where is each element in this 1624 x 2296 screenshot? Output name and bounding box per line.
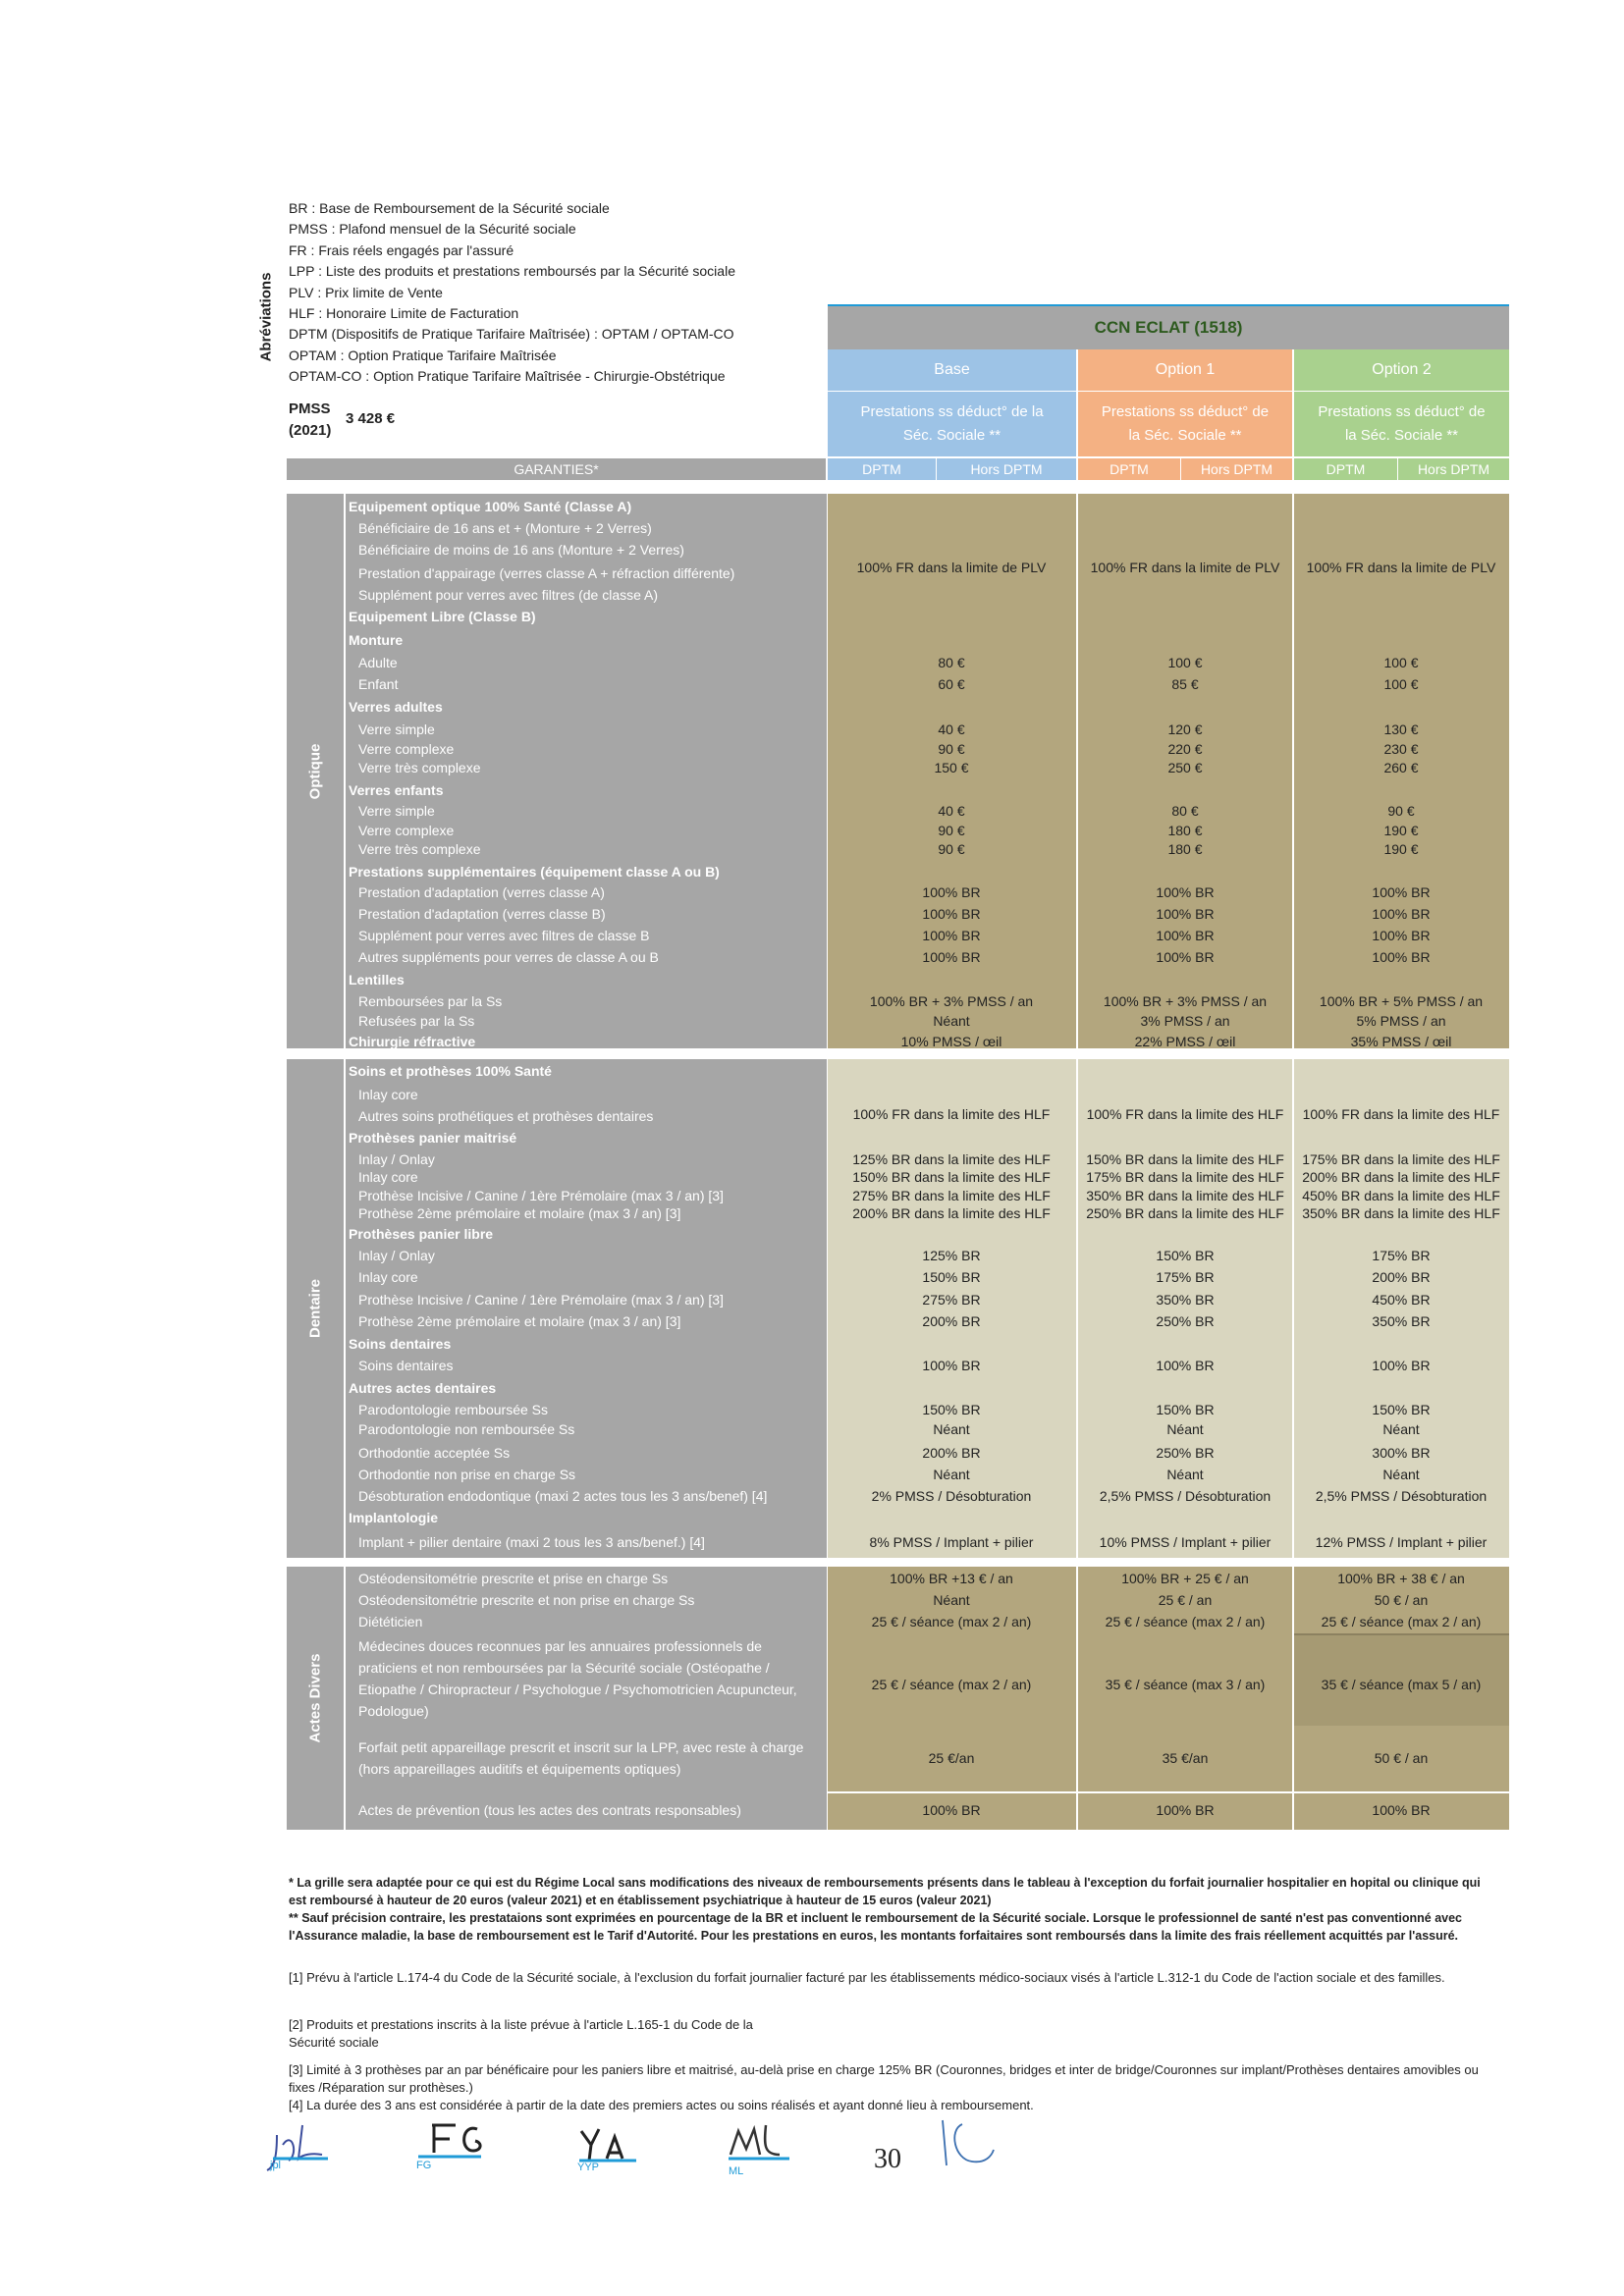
row-value-option2: 350% BR bbox=[1372, 1313, 1431, 1329]
row-value-option2: 2,5% PMSS / Désobturation bbox=[1315, 1488, 1488, 1504]
section-divers-side: Actes Divers bbox=[287, 1567, 344, 1830]
signature-fg bbox=[412, 2115, 501, 2184]
row-value-base: 90 € bbox=[938, 823, 965, 838]
row-value-option2: 100% BR bbox=[1372, 1802, 1431, 1818]
row-value-option2: 100 € bbox=[1383, 676, 1419, 692]
row-value-option1: 100% BR bbox=[1156, 1802, 1215, 1818]
row-value-base: 90 € bbox=[938, 741, 965, 757]
row-value-option1: 180 € bbox=[1167, 841, 1203, 857]
abbreviation-item: PLV : Prix limite de Vente bbox=[289, 284, 443, 300]
signature-jpl bbox=[263, 2115, 352, 2184]
row-label: Bénéficiaire de moins de 16 ans (Monture + 2 Verres) bbox=[358, 542, 684, 558]
row-label: Inlay / Onlay bbox=[358, 1151, 435, 1167]
row-value-option2: 300% BR bbox=[1372, 1445, 1431, 1461]
row-value-option2: 100% FR dans la limite des HLF bbox=[1302, 1106, 1500, 1122]
row-value-base: 25 €/an bbox=[928, 1750, 975, 1766]
row-label: Verre simple bbox=[358, 721, 435, 737]
row-value-option2: 100% BR + 38 € / an bbox=[1337, 1571, 1465, 1586]
row-label: Soins dentaires bbox=[358, 1358, 454, 1373]
garanties-header: GARANTIES* bbox=[287, 458, 826, 480]
abbreviation-item: HLF : Honoraire Limite de Facturation bbox=[289, 305, 519, 322]
row-value-base: 8% PMSS / Implant + pilier bbox=[869, 1534, 1034, 1550]
dentaire-col-option1 bbox=[1078, 1059, 1292, 1558]
signature-initials-jpl: jpl bbox=[270, 2160, 282, 2171]
dentaire-col-option2 bbox=[1294, 1059, 1509, 1558]
row-value-option2: 175% BR dans la limite des HLF bbox=[1302, 1151, 1500, 1167]
row-label: Parodontologie remboursée Ss bbox=[358, 1402, 549, 1417]
footnote-2a: [2] Produits et prestations inscrits à la liste prévue à l'article L.165-1 du Code de la bbox=[289, 2017, 753, 2032]
abbreviation-item: PMSS : Plafond mensuel de la Sécurité sociale bbox=[289, 221, 576, 238]
row-value-option1: 100% BR bbox=[1156, 906, 1215, 922]
row-value-option1: 100 € bbox=[1167, 655, 1203, 670]
divers-divider bbox=[828, 1791, 1509, 1793]
row-label: Verre simple bbox=[358, 803, 435, 819]
row-value-base: 100% FR dans la limite de PLV bbox=[856, 560, 1047, 575]
row-label: Supplément pour verres avec filtres (de classe A) bbox=[358, 587, 659, 603]
section-dentaire-side: Dentaire bbox=[287, 1059, 344, 1558]
row-value-option1: 250% BR dans la limite des HLF bbox=[1086, 1205, 1284, 1221]
row-value-base: Néant bbox=[933, 1013, 970, 1029]
row-value-option1: Néant bbox=[1166, 1421, 1204, 1437]
row-value-option2: 175% BR bbox=[1372, 1248, 1431, 1263]
row-label: Enfant bbox=[358, 676, 399, 692]
row-value-base: 100% BR bbox=[922, 928, 981, 943]
row-label: Verre très complexe bbox=[358, 841, 481, 857]
row-value-base: 275% BR bbox=[922, 1292, 981, 1308]
pmss-label: PMSS (2021) bbox=[289, 400, 332, 439]
row-value-option1: 100% BR + 3% PMSS / an bbox=[1103, 993, 1268, 1009]
row-value-option1: 80 € bbox=[1171, 803, 1199, 819]
footnote-star2: ** Sauf précision contraire, les prestataions sont exprimées en pourcentage de la BR et incluent le remboursement de la Sécurité sociale. Lorsque le professionnel de santé n'est pas conventionné avec l'Assurance maladie, la base de remboursement est le Tarif d'Autorité. Pour les prestations en euros, les montants forfaitaires sont remboursés dans la limite des frais réellement acquittés par l'assuré. bbox=[289, 1911, 1463, 1943]
row-value-option2: Néant bbox=[1382, 1421, 1420, 1437]
row-value-option1: 350% BR dans la limite des HLF bbox=[1086, 1188, 1284, 1203]
row-value-option2: 100% FR dans la limite de PLV bbox=[1306, 560, 1496, 575]
row-label: Monture bbox=[349, 632, 404, 648]
footnote-1: [1] Prévu à l'article L.174-4 du Code de la Sécurité sociale, à l'exclusion du forfait journalier facturé par les établissements médico-sociaux visés à l'article L.312-1 du Code de l'action sociale et des familles. bbox=[289, 1970, 1445, 1985]
row-label: Désobturation endodontique (maxi 2 actes tous les 3 ans/benef) [4] bbox=[358, 1488, 768, 1504]
hors-dptm-header: Hors DPTM bbox=[1398, 458, 1509, 480]
row-value-base: 125% BR bbox=[922, 1248, 981, 1263]
row-value-base: 2% PMSS / Désobturation bbox=[871, 1488, 1032, 1504]
row-label: Ostéodensitométrie prescrite et non prise en charge Ss bbox=[358, 1592, 695, 1608]
row-value-option2: 90 € bbox=[1387, 803, 1415, 819]
row-label: Lentilles bbox=[349, 972, 405, 988]
row-value-option1: 2,5% PMSS / Désobturation bbox=[1099, 1488, 1272, 1504]
signature-initials-fg: FG bbox=[416, 2160, 432, 2171]
signature-initials-yyp: YYP bbox=[577, 2162, 600, 2173]
row-value-option1: 85 € bbox=[1171, 676, 1199, 692]
row-value-option1: 120 € bbox=[1167, 721, 1203, 737]
row-value-option1: 35 €/an bbox=[1162, 1750, 1209, 1766]
row-value-option2: 190 € bbox=[1383, 841, 1419, 857]
row-value-option1: 35 € / séance (max 3 / an) bbox=[1105, 1677, 1266, 1692]
pmss-value: 3 428 € bbox=[346, 410, 396, 427]
plan-subheader-base: Prestations ss déduct° de la Séc. Sociale ** bbox=[828, 392, 1076, 456]
dentaire-col-base bbox=[828, 1059, 1076, 1558]
row-label: Prestation d'adaptation (verres classe A) bbox=[358, 884, 605, 900]
row-value-option2: Néant bbox=[1382, 1467, 1420, 1482]
row-value-option2: 450% BR bbox=[1372, 1292, 1431, 1308]
row-value-base: 100% BR bbox=[922, 906, 981, 922]
row-label: Orthodontie non prise en charge Ss bbox=[358, 1467, 576, 1482]
footnote-star1: * La grille sera adaptée pour ce qui est du Régime Local sans modifications des niveaux de remboursements présents dans le tableau à l'exception du forfait journalier hospitalier en hopital ou clinique qui est remboursé à hauteur de 20 euros (valeur 2021) et en établissement psychiatrique à hauteur de 15 euros (valeur 2021) bbox=[289, 1876, 1481, 1907]
abbreviation-item: OPTAM-CO : Option Pratique Tarifaire Maîtrisée - Chirurgie-Obstétrique bbox=[289, 368, 726, 385]
row-value-base: 25 € / séance (max 2 / an) bbox=[871, 1677, 1032, 1692]
row-value-option2: 200% BR dans la limite des HLF bbox=[1302, 1169, 1500, 1185]
row-value-base: 100% BR bbox=[922, 884, 981, 900]
footnote-3: [3] Limité à 3 prothèses par an par bénéficaire pour les paniers libre et maitrisé, au-delà prise en charge 125% BR (Couronnes, bridges et inter de bridge/Couronnes sur implant/Prothèses dentaires amovibles ou fixes /Réparation sur prothèses.) bbox=[289, 2062, 1479, 2095]
row-label: Prothèse Incisive / Canine / 1ère Prémolaire (max 3 / an) [3] bbox=[358, 1188, 724, 1203]
row-value-base: 200% BR bbox=[922, 1313, 981, 1329]
row-label: Parodontologie non remboursée Ss bbox=[358, 1421, 575, 1437]
row-value-option1: 150% BR dans la limite des HLF bbox=[1086, 1151, 1284, 1167]
row-value-option2: 5% PMSS / an bbox=[1356, 1013, 1446, 1029]
row-label: Chirurgie réfractive bbox=[349, 1034, 476, 1049]
row-value-option2: 100% BR + 5% PMSS / an bbox=[1319, 993, 1484, 1009]
row-label: Soins dentaires bbox=[349, 1336, 452, 1352]
row-value-option2: 230 € bbox=[1383, 741, 1419, 757]
row-label: Inlay core bbox=[358, 1087, 418, 1102]
row-value-base: 100% BR bbox=[922, 1802, 981, 1818]
row-value-base: 40 € bbox=[938, 803, 965, 819]
row-value-base: 100% BR bbox=[922, 949, 981, 965]
row-value-option1: 100% FR dans la limite des HLF bbox=[1086, 1106, 1284, 1122]
row-value-base: Néant bbox=[933, 1421, 970, 1437]
row-value-option2: 25 € / séance (max 2 / an) bbox=[1321, 1614, 1482, 1629]
row-value-option2: 12% PMSS / Implant + pilier bbox=[1315, 1534, 1488, 1550]
row-value-base: Néant bbox=[933, 1467, 970, 1482]
row-value-base: 275% BR dans la limite des HLF bbox=[852, 1188, 1051, 1203]
row-value-option2: 130 € bbox=[1383, 721, 1419, 737]
row-value-base: 100% BR bbox=[922, 1358, 981, 1373]
abbreviation-item: LPP : Liste des produits et prestations remboursés par la Sécurité sociale bbox=[289, 263, 735, 280]
row-value-option1: 100% BR bbox=[1156, 1358, 1215, 1373]
row-value-option1: 100% BR bbox=[1156, 949, 1215, 965]
row-label: Inlay core bbox=[358, 1269, 418, 1285]
row-value-option2: 50 € / an bbox=[1374, 1592, 1429, 1608]
row-value-base: 100% BR +13 € / an bbox=[890, 1571, 1013, 1586]
row-value-option1: 175% BR bbox=[1156, 1269, 1215, 1285]
abbreviation-item: DPTM (Dispositifs de Pratique Tarifaire Maîtrisée) : OPTAM / OPTAM-CO bbox=[289, 326, 734, 343]
row-label: Prothèse 2ème prémolaire et molaire (max 3 / an) [3] bbox=[358, 1313, 681, 1329]
abbreviation-item: BR : Base de Remboursement de la Sécurité sociale bbox=[289, 200, 610, 216]
row-label: Orthodontie acceptée Ss bbox=[358, 1445, 511, 1461]
row-label: Autres actes dentaires bbox=[349, 1380, 497, 1396]
row-value-option1: 150% BR bbox=[1156, 1402, 1215, 1417]
row-value-option2: 260 € bbox=[1383, 760, 1419, 775]
row-value-base: 60 € bbox=[938, 676, 965, 692]
row-label: Prestation d'appairage (verres classe A + réfraction différente) bbox=[358, 565, 735, 581]
row-value-option2: 150% BR bbox=[1372, 1402, 1431, 1417]
dptm-header: DPTM bbox=[828, 458, 937, 480]
row-value-base: 200% BR dans la limite des HLF bbox=[852, 1205, 1051, 1221]
plan-subheader-option2: Prestations ss déduct° de la Séc. Sociale ** bbox=[1294, 392, 1509, 456]
abbreviations-list bbox=[289, 198, 839, 388]
footnote-4: [4] La durée des 3 ans est considérée à partir de la date des premiers actes ou soins réalisés et ayant donné lieu à remboursement. bbox=[289, 2098, 1034, 2112]
row-value-option2: 100% BR bbox=[1372, 928, 1431, 943]
row-label: Refusées par la Ss bbox=[358, 1013, 475, 1029]
row-label: Ostéodensitométrie prescrite et prise en charge Ss bbox=[358, 1571, 669, 1586]
row-value-option2: 35 € / séance (max 5 / an) bbox=[1321, 1677, 1482, 1692]
abbreviation-item: OPTAM : Option Pratique Tarifaire Maîtrisée bbox=[289, 347, 557, 363]
row-value-option2: 350% BR dans la limite des HLF bbox=[1302, 1205, 1500, 1221]
row-value-option2: 450% BR dans la limite des HLF bbox=[1302, 1188, 1500, 1203]
row-value-base: 100% FR dans la limite des HLF bbox=[852, 1106, 1051, 1122]
row-value-option1: 22% PMSS / œil bbox=[1134, 1034, 1236, 1049]
row-label: Prestation d'adaptation (verres classe B) bbox=[358, 906, 606, 922]
row-value-option2: 200% BR bbox=[1372, 1269, 1431, 1285]
row-label: Autres soins prothétiques et prothèses dentaires bbox=[358, 1108, 654, 1124]
row-label: Supplément pour verres avec filtres de classe B bbox=[358, 928, 650, 943]
row-label: Implantologie bbox=[349, 1510, 438, 1525]
signature-final bbox=[933, 2110, 1011, 2179]
row-value-option2: 100% BR bbox=[1372, 884, 1431, 900]
page-number-handwritten: 30 bbox=[874, 2144, 901, 2174]
row-value-base: 150% BR bbox=[922, 1269, 981, 1285]
row-value-option1: 150% BR bbox=[1156, 1248, 1215, 1263]
row-value-option1: 3% PMSS / an bbox=[1140, 1013, 1230, 1029]
row-label: Implant + pilier dentaire (maxi 2 tous les 3 ans/benef.) [4] bbox=[358, 1534, 705, 1550]
row-value-option1: 350% BR bbox=[1156, 1292, 1215, 1308]
row-value-base: 150% BR dans la limite des HLF bbox=[852, 1169, 1051, 1185]
table-title: CCN ECLAT (1518) bbox=[828, 304, 1509, 349]
row-label: Inlay core bbox=[358, 1169, 418, 1185]
row-label: Adulte bbox=[358, 655, 398, 670]
row-value-base: 200% BR bbox=[922, 1445, 981, 1461]
row-value-base: 150% BR bbox=[922, 1402, 981, 1417]
row-label: Equipement optique 100% Santé (Classe A) bbox=[349, 499, 632, 514]
row-value-base: 150 € bbox=[934, 760, 969, 775]
row-label: Forfait petit appareillage prescrit et inscrit sur la LPP, avec reste à charge (hors appareillages auditifs et équipements optiques) bbox=[358, 1739, 804, 1777]
row-label: Médecines douces reconnues par les annuaires professionnels de praticiens et non remboursées par la Sécurité sociale (Ostéopathe / Etiopathe / Chiropracteur / Psychologue / Psychomotricien Acupuncteur, Podologue) bbox=[358, 1638, 797, 1719]
row-label: Prothèses panier maitrisé bbox=[349, 1130, 517, 1146]
row-value-option1: 100% FR dans la limite de PLV bbox=[1090, 560, 1280, 575]
row-value-option2: 100% BR bbox=[1372, 949, 1431, 965]
row-value-option1: Néant bbox=[1166, 1467, 1204, 1482]
plan-header-option2: Option 2 bbox=[1294, 349, 1509, 391]
row-value-base: 90 € bbox=[938, 841, 965, 857]
row-label: Verre très complexe bbox=[358, 760, 481, 775]
row-value-option2: 100% BR bbox=[1372, 1358, 1431, 1373]
row-value-option2: 190 € bbox=[1383, 823, 1419, 838]
row-value-option1: 250 € bbox=[1167, 760, 1203, 775]
row-value-base: 100% BR + 3% PMSS / an bbox=[869, 993, 1034, 1009]
hors-dptm-header: Hors DPTM bbox=[937, 458, 1076, 480]
row-value-option1: 100% BR bbox=[1156, 884, 1215, 900]
abbreviations-side-label: Abréviations bbox=[257, 272, 275, 362]
row-value-option1: 10% PMSS / Implant + pilier bbox=[1099, 1534, 1272, 1550]
row-label: Soins et prothèses 100% Santé bbox=[349, 1063, 552, 1079]
row-value-option1: 25 € / séance (max 2 / an) bbox=[1105, 1614, 1266, 1629]
row-label: Remboursées par la Ss bbox=[358, 993, 503, 1009]
row-label: Autres suppléments pour verres de classe A ou B bbox=[358, 949, 659, 965]
row-value-option2: 35% PMSS / œil bbox=[1350, 1034, 1452, 1049]
row-label: Inlay / Onlay bbox=[358, 1248, 435, 1263]
row-value-base: Néant bbox=[933, 1592, 970, 1608]
row-value-base: 80 € bbox=[938, 655, 965, 670]
signature-initials-ml: ML bbox=[729, 2165, 744, 2177]
row-value-base: 40 € bbox=[938, 721, 965, 737]
row-value-option1: 220 € bbox=[1167, 741, 1203, 757]
row-label: Verres adultes bbox=[349, 699, 443, 715]
plan-header-base: Base bbox=[828, 349, 1076, 391]
row-label: Diététicien bbox=[358, 1614, 423, 1629]
row-value-option1: 180 € bbox=[1167, 823, 1203, 838]
row-value-option1: 25 € / an bbox=[1158, 1592, 1213, 1608]
section-optique-side: Optique bbox=[287, 494, 344, 1048]
row-label: Actes de prévention (tous les actes des contrats responsables) bbox=[358, 1802, 741, 1818]
hors-dptm-header: Hors DPTM bbox=[1181, 458, 1292, 480]
plan-subheader-option1: Prestations ss déduct° de la Séc. Sociale ** bbox=[1078, 392, 1292, 456]
abbreviation-item: FR : Frais réels engagés par l'assuré bbox=[289, 241, 514, 258]
row-value-base: 10% PMSS / œil bbox=[900, 1034, 1002, 1049]
row-label: Prothèse Incisive / Canine / 1ère Prémolaire (max 3 / an) [3] bbox=[358, 1292, 724, 1308]
plan-header-option1: Option 1 bbox=[1078, 349, 1292, 391]
row-value-base: 125% BR dans la limite des HLF bbox=[852, 1151, 1051, 1167]
row-value-option2: 50 € / an bbox=[1374, 1750, 1429, 1766]
row-label: Bénéficiaire de 16 ans et + (Monture + 2 Verres) bbox=[358, 520, 652, 536]
dptm-header: DPTM bbox=[1294, 458, 1398, 480]
row-value-option1: 175% BR dans la limite des HLF bbox=[1086, 1169, 1284, 1185]
row-value-option2: 100 € bbox=[1383, 655, 1419, 670]
row-label: Prothèses panier libre bbox=[349, 1226, 494, 1242]
row-label: Verre complexe bbox=[358, 823, 455, 838]
row-value-option1: 250% BR bbox=[1156, 1445, 1215, 1461]
row-label: Prothèse 2ème prémolaire et molaire (max 3 / an) [3] bbox=[358, 1205, 681, 1221]
dptm-header: DPTM bbox=[1078, 458, 1181, 480]
row-value-option1: 100% BR bbox=[1156, 928, 1215, 943]
row-value-option1: 100% BR + 25 € / an bbox=[1121, 1571, 1249, 1586]
row-label: Verre complexe bbox=[358, 741, 455, 757]
signature-ya bbox=[571, 2115, 660, 2184]
row-value-option1: 250% BR bbox=[1156, 1313, 1215, 1329]
row-value-base: 25 € / séance (max 2 / an) bbox=[871, 1614, 1032, 1629]
row-label: Equipement Libre (Classe B) bbox=[349, 609, 536, 624]
row-value-option2: 100% BR bbox=[1372, 906, 1431, 922]
row-label: Verres enfants bbox=[349, 782, 444, 798]
row-label: Prestations supplémentaires (équipement classe A ou B) bbox=[349, 864, 720, 880]
footnote-2b: Sécurité sociale bbox=[289, 2035, 379, 2050]
